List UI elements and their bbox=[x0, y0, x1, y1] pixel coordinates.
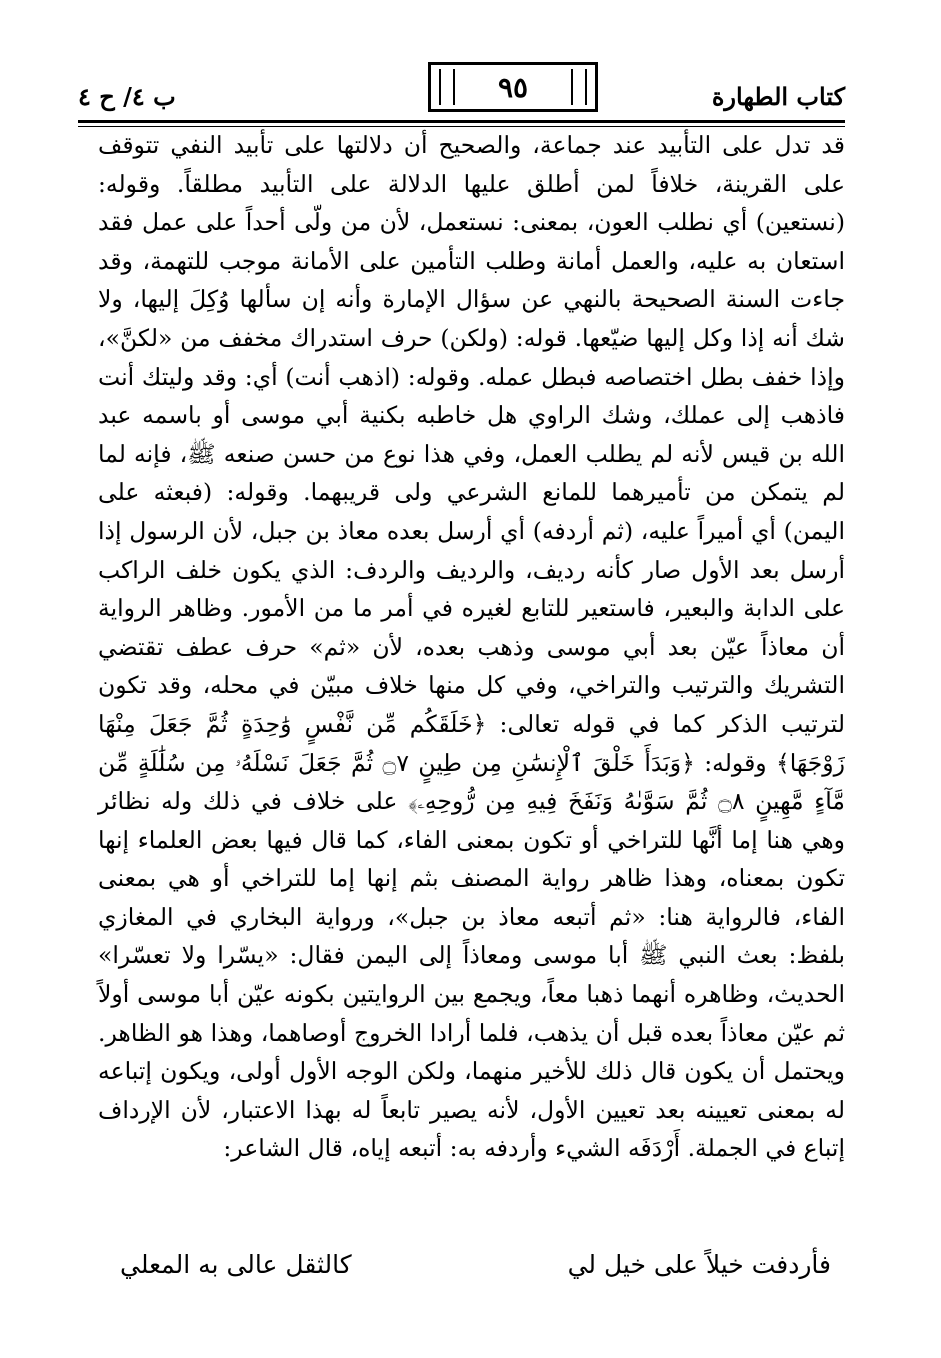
chapter-reference: ب ٤/ ح ٤ bbox=[78, 82, 176, 111]
page-header bbox=[78, 62, 845, 132]
body-paragraph: قد تدل على التأبيد عند جماعة، والصحيح أن دلالتها على تأبيد النفي تتوقف على القرينة، خلافاً لمن أطلق عليها الدلالة على التأبيد مطلقاً. وقوله: (نستعين) أي نطلب العون، بمعنى: نستعمل، لأن من ولّى أحداً على عمل فقد استعان به عليه، والعمل أمانة وطلب التأمين على الأمانة موجب للتهمة، وقد جاءت السنة الصحيحة بالنهي عن سؤال الإمارة وأنه إن سألها وُكِلَ إليها، ولا شك أنه إذا وكل إليها ضيّعها. قوله: (ولكن) حرف استدراك مخفف من «لكنَّ»، وإذا خفف بطل اختصاصه فبطل عمله. وقوله: (اذهب أنت) أي: وقد وليتك أنت فاذهب إلى عملك، وشك الراوي هل خاطبه بكنية أبي موسى أو باسمه عبد الله بن قيس لأنه لم يطلب العمل، وفي هذا نوع من حسن صنعه ﷺ، فإنه لما لم يتمكن من تأميرهما للمانع الشرعي ولى قريبهما. وقوله: (فبعثه على اليمن) أي أميراً عليه، (ثم أردفه) أي أرسل بعده معاذ بن جبل، لأن الرسول إذا أرسل بعد الأول صار كأنه رديف، والرديف والردف: الذي يكون خلف الراكب على الدابة والبعير، فاستعير للتابع لغيره في أمر ما من الأمور. وظاهر الرواية أن معاذاً عيّن بعد أبي موسى وذهب بعده، لأن «ثم» حرف عطف تقتضي التشريك والترتيب والتراخي، وفي كل منها خلاف مبيّن في محله، وقد تكون لترتيب الذكر كما في قوله تعالى: ﴿خَلَقَكُم مِّن نَّفْسٍ وَٰحِدَةٍ ثُمَّ جَعَلَ مِنْهَا زَوْجَهَا﴾ وقوله: ﴿وَبَدَأَ خَلْقَ ٱلْإِنسَٰنِ مِن طِينٍ ۝٧ ثُمَّ جَعَلَ نَسْلَهُۥ مِن سُلَٰلَةٍ مِّن مَّآءٍ مَّهِينٍ ۝٨ ثُمَّ سَوَّىٰهُ وَنَفَخَ فِيهِ مِن رُّوحِهِۦ﴾ على خلاف في ذلك وله نظائر وهي هنا إما أنَّها للتراخي أو تكون بمعنى الفاء، كما قال فيها بعض العلماء إنها تكون بمعناه، وهذا ظاهر رواية المصنف بثم إنها إما للتراخي أو هي بمعنى الفاء، فالرواية هنا: «ثم أتبعه معاذ بن جبل»، ورواية البخاري في المغازي بلفظ: بعث النبي ﷺ أبا موسى ومعاذاً إلى اليمن فقال: «يسّرا ولا تعسّرا» الحديث، وظاهره أنهما ذهبا معاً، ويجمع بين الروايتين بكونه عيّن أبا موسى أولاً ثم عيّن معاذاً بعده قبل أن يذهب، فلما أرادا الخروج أوصاهما، وهذا هو الظاهر. ويحتمل أن يكون قال ذلك للأخير منهما، ولكن الوجه الأول أولى، ويكون إتباعه له بمعنى تعيينه بعد تعيين الأول، لأنه يصير تابعاً له بهذا الاعتبار، لأن الإرداف إتباع في الجملة. أَرْدَفَه الشيء وأردفه به: أتبعه إياه، قال الشاعر: bbox=[98, 131, 845, 1163]
page-number-frame bbox=[428, 62, 598, 112]
verse-second-hemistich: كالثقل عالى به المعلي bbox=[120, 1250, 352, 1279]
page-number: ٩٥ bbox=[497, 70, 529, 104]
body-text bbox=[98, 126, 845, 1168]
poetry-verse bbox=[120, 1250, 831, 1279]
book-title: كتاب الطهارة bbox=[711, 82, 845, 111]
frame-ornament-right bbox=[571, 69, 587, 105]
frame-ornament-left bbox=[439, 69, 455, 105]
verse-first-hemistich: فأردفت خيلاً على خيل لي bbox=[567, 1250, 831, 1279]
header-divider bbox=[78, 120, 845, 123]
